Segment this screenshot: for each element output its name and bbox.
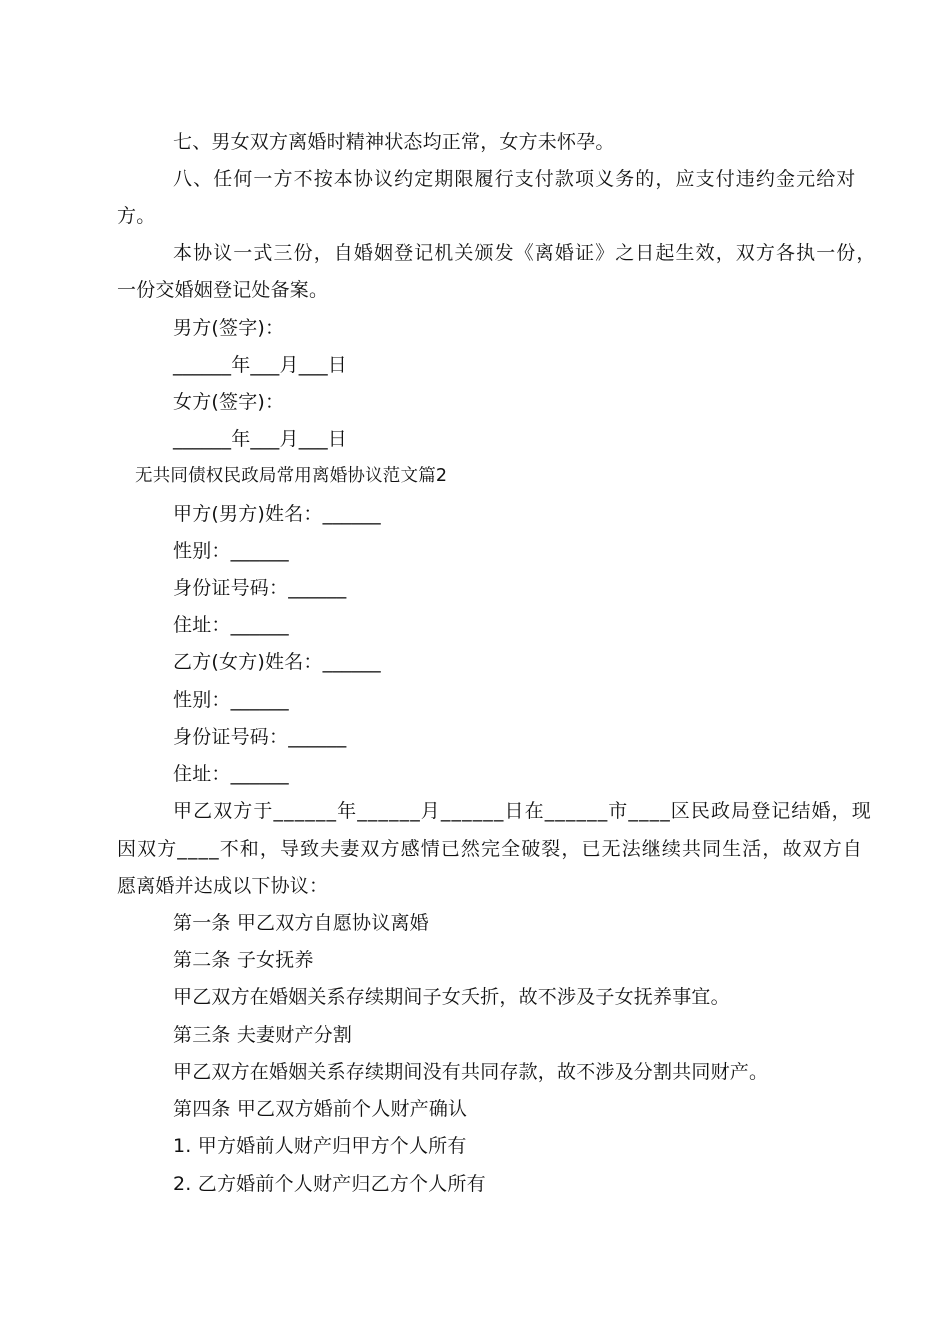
party-a-address: 住址：______ <box>173 614 289 636</box>
marriage-statement-line-1: 甲乙双方于______年______月______日在______市____区民政局登记结婚，现 <box>173 800 872 822</box>
party-b-id-number: 身份证号码：______ <box>173 726 347 748</box>
male-signature-date: ______年___月___日 <box>173 354 348 376</box>
clause-8-line-2: 方。 <box>117 205 156 227</box>
party-b-address: 住址：______ <box>173 763 289 785</box>
article-4-item-2: 2. 乙方婚前个人财产归乙方个人所有 <box>173 1173 486 1195</box>
article-3: 第三条 夫妻财产分割 <box>173 1024 353 1046</box>
copies-note-line-1: 本协议一式三份，自婚姻登记机关颁发《离婚证》之日起生效，双方各执一份， <box>173 242 877 264</box>
clause-7: 七、男女双方离婚时精神状态均正常，女方未怀孕。 <box>173 131 615 153</box>
article-1: 第一条 甲乙双方自愿协议离婚 <box>173 912 429 934</box>
article-4-item-1: 1. 甲方婚前人财产归甲方个人所有 <box>173 1135 467 1157</box>
female-signature-label: 女方(签字)： <box>173 391 285 413</box>
party-a-gender: 性别：______ <box>173 540 289 562</box>
clause-8-line-1: 八、任何一方不按本协议约定期限履行支付款项义务的，应支付违约金元给对 <box>173 168 857 190</box>
male-signature-label: 男方(签字)： <box>173 317 285 339</box>
article-3-text: 甲乙双方在婚姻关系存续期间没有共同存款，故不涉及分割共同财产。 <box>173 1061 769 1083</box>
female-signature-date: ______年___月___日 <box>173 428 348 450</box>
article-2: 第二条 子女抚养 <box>173 949 314 971</box>
article-2-text: 甲乙双方在婚姻关系存续期间子女夭折，故不涉及子女抚养事宜。 <box>173 986 730 1008</box>
section-title: 无共同债权民政局常用离婚协议范文篇2 <box>135 466 448 486</box>
party-b-name: 乙方(女方)姓名：______ <box>173 651 381 673</box>
copies-note-line-2: 一份交婚姻登记处备案。 <box>117 279 329 301</box>
party-a-name: 甲方(男方)姓名：______ <box>173 503 381 525</box>
marriage-statement-line-2: 因双方____不和，导致夫妻双方感情已然完全破裂，已无法继续共同生活，故双方自 <box>117 838 863 860</box>
article-4: 第四条 甲乙双方婚前个人财产确认 <box>173 1098 468 1120</box>
party-b-gender: 性别：______ <box>173 689 289 711</box>
marriage-statement-line-3: 愿离婚并达成以下协议： <box>117 875 329 897</box>
party-a-id-number: 身份证号码：______ <box>173 577 347 599</box>
